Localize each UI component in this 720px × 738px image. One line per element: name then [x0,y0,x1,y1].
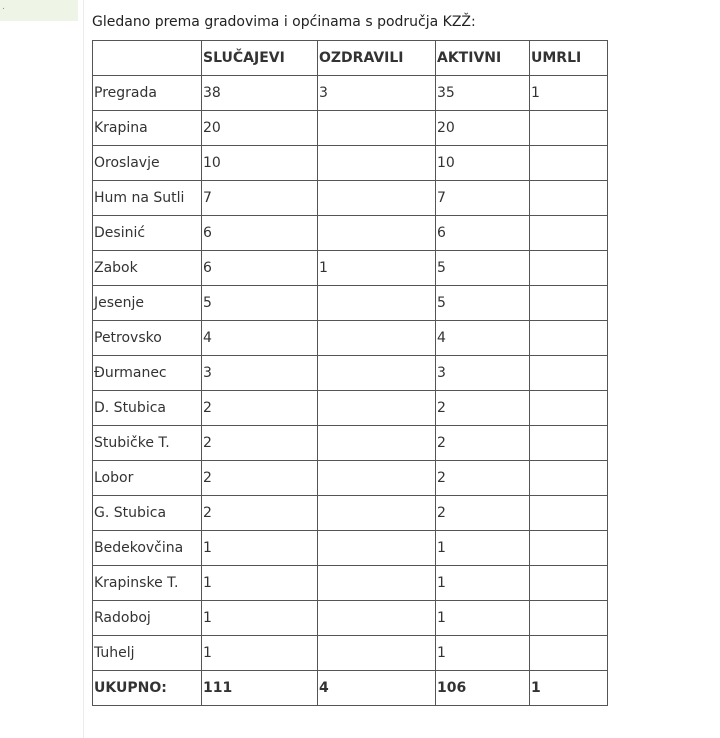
cell-municipality: Lobor [93,461,202,496]
cell-municipality: Đurmanec [93,356,202,391]
cell-deaths [530,111,608,146]
cell-municipality: Krapinske T. [93,566,202,601]
cell-active: 5 [436,286,530,321]
table-row [93,76,608,111]
cases-table [92,40,608,706]
cell-deaths [530,181,608,216]
cell-municipality: Pregrada [93,76,202,111]
cell-municipality: Hum na Sutli [93,181,202,216]
cell-municipality: D. Stubica [93,391,202,426]
cell-municipality: Oroslavje [93,146,202,181]
table-row [93,321,608,356]
cell-recovered [318,216,436,251]
table-row [93,391,608,426]
sidebar-tab[interactable] [0,0,78,21]
cell-deaths [530,566,608,601]
table-row [93,461,608,496]
cell-active: 2 [436,461,530,496]
content-left-border [83,0,84,738]
total-cases: 111 [202,671,318,706]
cell-municipality: Jesenje [93,286,202,321]
cell-recovered [318,146,436,181]
cell-cases: 7 [202,181,318,216]
table-row [93,251,608,286]
cell-municipality: Bedekovčina [93,531,202,566]
cell-deaths [530,601,608,636]
cell-active: 3 [436,356,530,391]
cell-cases: 1 [202,566,318,601]
cell-deaths [530,146,608,181]
cell-cases: 10 [202,146,318,181]
table-row [93,111,608,146]
cell-recovered [318,356,436,391]
table-row [93,426,608,461]
cell-active: 1 [436,566,530,601]
header-deaths: UMRLI [530,41,608,76]
cell-cases: 2 [202,426,318,461]
cell-recovered [318,181,436,216]
cell-recovered [318,496,436,531]
table-row [93,531,608,566]
cell-cases: 2 [202,391,318,426]
cell-active: 20 [436,111,530,146]
table-body [93,76,608,671]
total-recovered: 4 [318,671,436,706]
cell-recovered [318,391,436,426]
table-total-row [93,671,608,706]
cell-cases: 38 [202,76,318,111]
header-cases: SLUČAJEVI [202,41,318,76]
cell-cases: 1 [202,636,318,671]
cell-deaths [530,496,608,531]
cell-active: 2 [436,391,530,426]
table-header-row [93,41,608,76]
cell-recovered [318,566,436,601]
cell-active: 2 [436,496,530,531]
cell-cases: 6 [202,251,318,286]
cell-recovered: 1 [318,251,436,286]
cell-municipality: Radoboj [93,601,202,636]
cell-recovered [318,601,436,636]
cell-deaths [530,531,608,566]
table-row [93,601,608,636]
cell-active: 1 [436,531,530,566]
cell-municipality: Tuhelj [93,636,202,671]
cell-deaths [530,636,608,671]
cell-deaths: 1 [530,76,608,111]
total-label: UKUPNO: [93,671,202,706]
cell-active: 10 [436,146,530,181]
cell-deaths [530,216,608,251]
cell-deaths [530,321,608,356]
cell-active: 6 [436,216,530,251]
cell-active: 5 [436,251,530,286]
table-row [93,636,608,671]
table-row [93,181,608,216]
cell-cases: 4 [202,321,318,356]
cell-municipality: Zabok [93,251,202,286]
total-active: 106 [436,671,530,706]
cell-active: 35 [436,76,530,111]
cell-deaths [530,251,608,286]
cell-cases: 3 [202,356,318,391]
cell-cases: 2 [202,461,318,496]
cell-recovered [318,426,436,461]
header-active: AKTIVNI [436,41,530,76]
cell-cases: 5 [202,286,318,321]
cell-recovered: 3 [318,76,436,111]
cell-deaths [530,356,608,391]
cell-active: 7 [436,181,530,216]
intro-text: Gledano prema gradovima i općinama s područja KZŽ: [92,14,476,30]
cell-deaths [530,461,608,496]
cell-recovered [318,321,436,356]
cell-recovered [318,286,436,321]
cell-active: 2 [436,426,530,461]
table-row [93,286,608,321]
sidebar-tab-mark: . [2,2,5,12]
table-row [93,356,608,391]
cell-cases: 1 [202,601,318,636]
cell-recovered [318,531,436,566]
cell-deaths [530,286,608,321]
cell-cases: 20 [202,111,318,146]
cell-municipality: Desinić [93,216,202,251]
table-row [93,146,608,181]
cell-recovered [318,111,436,146]
cell-municipality: G. Stubica [93,496,202,531]
cell-deaths [530,426,608,461]
cell-municipality: Stubičke T. [93,426,202,461]
cell-cases: 1 [202,531,318,566]
cell-active: 1 [436,601,530,636]
header-recovered: OZDRAVILI [318,41,436,76]
cell-municipality: Petrovsko [93,321,202,356]
cell-recovered [318,461,436,496]
table-row [93,566,608,601]
cell-cases: 2 [202,496,318,531]
table-row [93,496,608,531]
cell-recovered [318,636,436,671]
table-row [93,216,608,251]
cell-deaths [530,391,608,426]
cell-active: 4 [436,321,530,356]
cell-active: 1 [436,636,530,671]
total-deaths: 1 [530,671,608,706]
header-municipality [93,41,202,76]
cell-cases: 6 [202,216,318,251]
cell-municipality: Krapina [93,111,202,146]
